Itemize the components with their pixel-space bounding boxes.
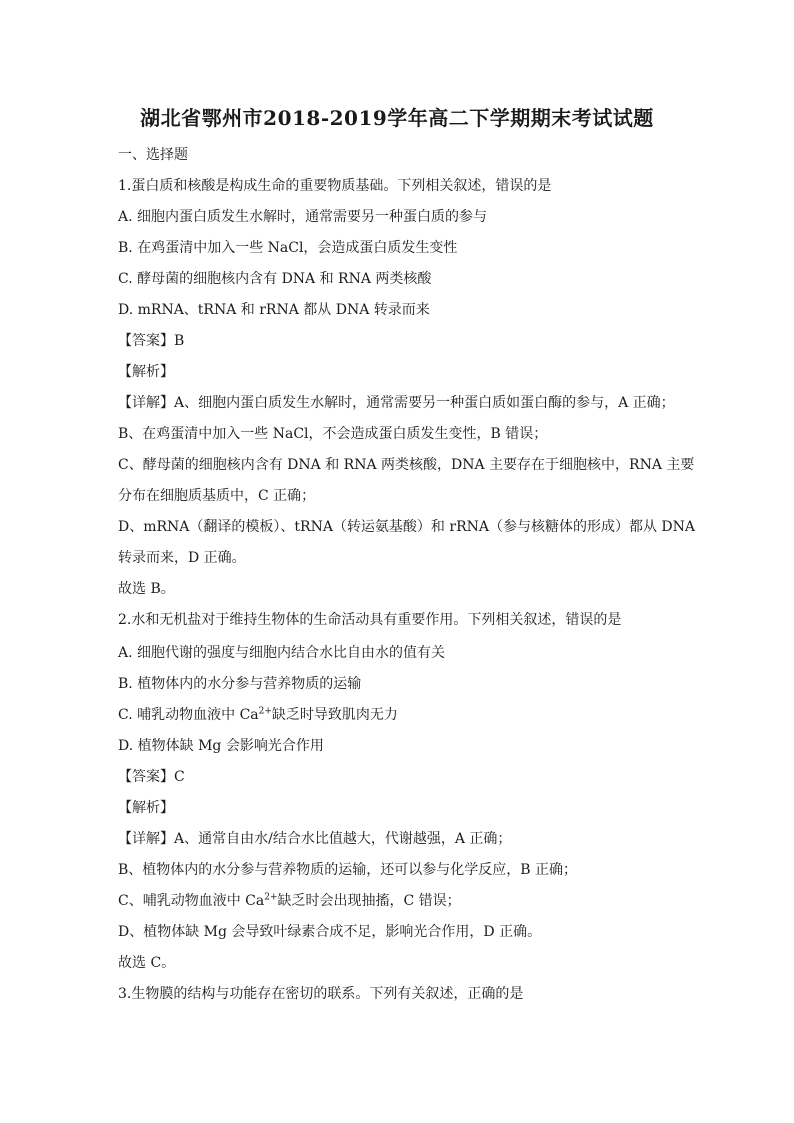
question-1-conclusion: 故选 B。	[118, 581, 175, 597]
question-1-answer: 【答案】B	[118, 333, 185, 349]
question-1-detail-line: 【详解】A、细胞内蛋白质发生水解时，通常需要另一种蛋白质如蛋白酶的参与，A 正确；	[118, 395, 675, 411]
question-2-option-c-tail: 缺乏时导致肌肉无力	[271, 707, 398, 723]
question-2-option-c	[118, 705, 683, 725]
question-2-answer: 【答案】C	[118, 769, 185, 785]
question-2-detail-line: 【详解】A、通常自由水/结合水比值越大，代谢越强，A 正确；	[118, 831, 512, 847]
calcium-charge-superscript: 2+	[264, 892, 278, 903]
question-1-option-c: C. 酵母菌的细胞核内含有 DNA 和 RNA 两类核酸	[118, 271, 432, 287]
question-2-option-d: D. 植物体缺 Mg 会影响光合作用	[118, 738, 324, 754]
question-2-detail-line: D、植物体缺 Mg 会导致叶绿素合成不足，影响光合作用，D 正确。	[118, 924, 542, 940]
question-1-analysis-label: 【解析】	[118, 364, 174, 380]
question-2-option-a: A. 细胞代谢的强度与细胞内结合水比自由水的值有关	[118, 645, 446, 661]
page-title: 湖北省鄂州市2018-2019学年高二下学期期末考试试题	[140, 106, 654, 130]
calcium-charge-superscript: 2+	[258, 706, 272, 717]
question-1-detail-line: 转录而来，D 正确。	[118, 550, 246, 566]
question-2-detail-line: B、植物体内的水分参与营养物质的运输，还可以参与化学反应，B 正确；	[118, 862, 578, 878]
question-1-option-a: A. 细胞内蛋白质发生水解时，通常需要另一种蛋白质的参与	[118, 209, 488, 225]
question-1-stem: 1.蛋白质和核酸是构成生命的重要物质基础。下列相关叙述，错误的是	[118, 178, 552, 194]
question-1-detail-line: C、酵母菌的细胞核内含有 DNA 和 RNA 两类核酸，DNA 主要存在于细胞核中，RNA 主要	[118, 457, 695, 473]
question-2-detail-c-tail: 缺乏时会出现抽搐，C 错误；	[277, 893, 461, 909]
section-heading: 一、选择题	[118, 147, 188, 163]
question-2-option-c-text: C. 哺乳动物血液中 Ca	[118, 707, 259, 723]
question-2-option-b: B. 植物体内的水分参与营养物质的运输	[118, 676, 362, 692]
question-2-stem: 2.水和无机盐对于维持生物体的生命活动具有重要作用。下列相关叙述，错误的是	[118, 612, 622, 628]
question-1-detail-line: B、在鸡蛋清中加入一些 NaCl，不会造成蛋白质发生变性，B 错误；	[118, 426, 548, 442]
question-2-detail-c-text: C、哺乳动物血液中 Ca	[118, 893, 265, 909]
question-2-analysis-label: 【解析】	[118, 800, 174, 816]
question-1-detail-line: 分布在细胞质基质中，C 正确；	[118, 488, 316, 504]
question-1-option-d: D. mRNA、tRNA 和 rRNA 都从 DNA 转录而来	[118, 302, 430, 318]
question-3-stem: 3.生物膜的结构与功能存在密切的联系。下列有关叙述，正确的是	[118, 986, 524, 1002]
question-1-detail-line: D、mRNA（翻译的模板）、tRNA（转运氨基酸）和 rRNA（参与核糖体的形成）都从 DNA	[118, 519, 696, 535]
question-2-conclusion: 故选 C。	[118, 955, 176, 971]
question-2-detail-line	[118, 891, 683, 911]
question-1-option-b: B. 在鸡蛋清中加入一些 NaCl，会造成蛋白质发生变性	[118, 240, 458, 256]
